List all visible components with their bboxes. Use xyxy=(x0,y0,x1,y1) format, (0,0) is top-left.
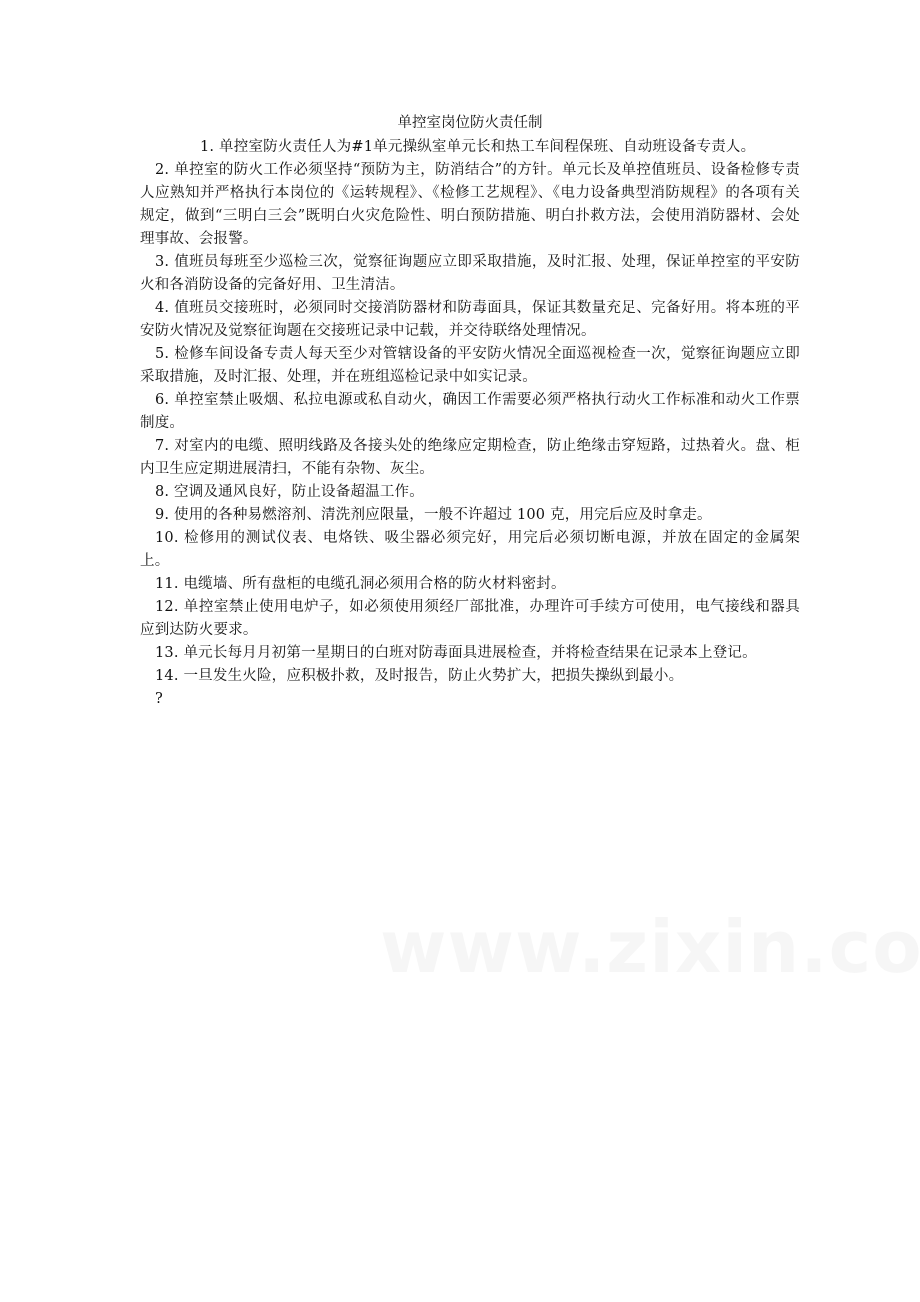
paragraph-2: 2. 单控室的防火工作必须坚持“预防为主，防消结合”的方针。单元长及单控值班员、设备检修专责人应熟知并严格执行本岗位的《运转规程》、《检修工艺规程》、《电力设备典型消防规程》的各项有关规定，做到“三明白三会”既明白火灾危险性、明白预防措施、明白扑救方法，会使用消防器材、会处理事故、会报警。 xyxy=(140,162,800,247)
paragraph-10: 10. 检修用的测试仪表、电烙铁、吸尘器必须完好，用完后必须切断电源，并放在固定的金属架上。 xyxy=(140,530,800,569)
paragraph-9: 9. 使用的各种易燃溶剂、清洗剂应限量，一般不许超过 100 克，用完后应及时拿走。 xyxy=(155,507,712,523)
paragraph-11: 11. 电缆墙、所有盘柜的电缆孔洞必须用合格的防火材料密封。 xyxy=(155,576,566,592)
paragraph-3: 3. 值班员每班至少巡检三次，觉察征询题应立即采取措施，及时汇报、处理，保证单控室的平安防火和各消防设备的完备好用、卫生清洁。 xyxy=(140,254,800,293)
trailing-mark: ? xyxy=(155,691,163,707)
paragraph-5: 5. 检修车间设备专责人每天至少对管辖设备的平安防火情况全面巡视检查一次，觉察征询题应立即采取措施，及时汇报、处理，并在班组巡检记录中如实记录。 xyxy=(140,346,800,385)
paragraph-6: 6. 单控室禁止吸烟、私拉电源或私自动火，确因工作需要必须严格执行动火工作标准和动火工作票制度。 xyxy=(140,392,800,431)
paragraph-4: 4. 值班员交接班时，必须同时交接消防器材和防毒面具，保证其数量充足、完备好用。将本班的平安防火情况及觉察征询题在交接班记录中记载，并交待联络处理情况。 xyxy=(140,300,800,339)
document-body xyxy=(140,110,800,711)
paragraph-12: 12. 单控室禁止使用电炉子，如必须使用须经厂部批准，办理许可手续方可使用，电气接线和器具应到达防火要求。 xyxy=(140,599,800,638)
paragraph-8: 8. 空调及通风良好，防止设备超温工作。 xyxy=(155,484,424,500)
watermark xyxy=(380,905,920,989)
paragraph-7: 7. 对室内的电缆、照明线路及各接头处的绝缘应定期检查，防止绝缘击穿短路，过热着火。盘、柜内卫生应定期进展清扫，不能有杂物、灰尘。 xyxy=(140,438,800,477)
paragraph-13: 13. 单元长每月月初第一星期日的白班对防毒面具进展检查，并将检查结果在记录本上登记。 xyxy=(155,645,757,661)
paragraph-14: 14. 一旦发生火险，应积极扑救，及时报告，防止火势扩大，把损失操纵到最小。 xyxy=(155,668,684,684)
document-title: 单控室岗位防火责任制 xyxy=(397,115,543,131)
paragraph-1: 1. 单控室防火责任人为#1单元操纵室单元长和热工车间程保班、自动班设备专责人。 xyxy=(200,139,756,155)
